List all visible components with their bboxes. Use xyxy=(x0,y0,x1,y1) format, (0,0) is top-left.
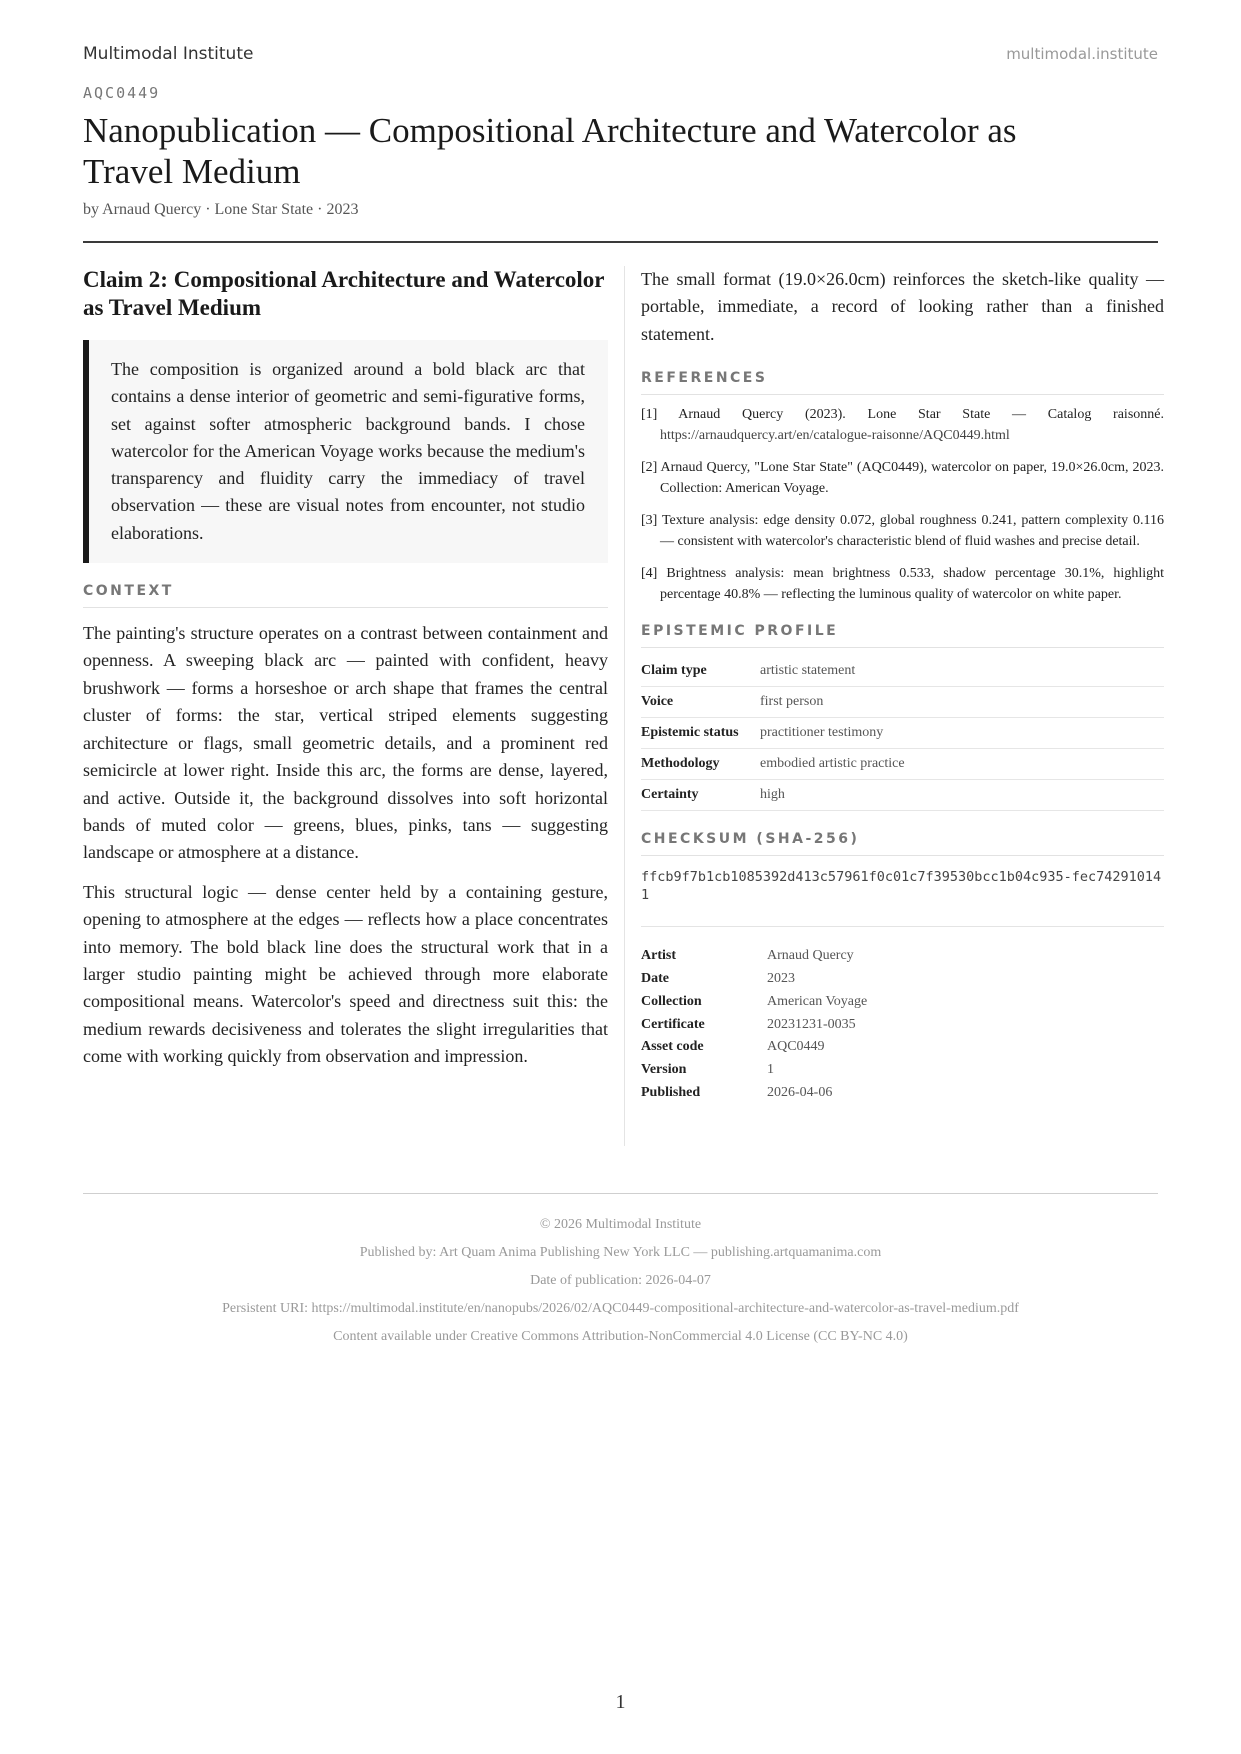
column-divider xyxy=(624,266,625,1146)
profile-row xyxy=(641,780,1164,811)
metadata-key: Date xyxy=(641,971,669,987)
metadata-row xyxy=(641,1014,1164,1037)
profile-key: Voice xyxy=(641,687,760,718)
profile-row xyxy=(641,687,1164,718)
references-heading: REFERENCES xyxy=(641,370,1164,395)
claim-title: Claim 2: Compositional Architecture and Watercolor as Travel Medium xyxy=(83,267,605,320)
profile-value: first person xyxy=(760,687,1164,718)
context-paragraph: This structural logic — dense center held by a containing gesture, opening to atmosphere at the edges — reflects how a place concentrates into memory. The bold black line does the structural work that in a larger studio painting might be achieved through more elaborate compositional means. Watercolor's speed and directness suit this: the medium rewards decisiveness and tolerates the slight irregularities that come with working quickly from observation and impression. xyxy=(83,881,608,1067)
profile-key: Certainty xyxy=(641,780,760,811)
page-number: 1 xyxy=(615,1691,626,1713)
metadata-value: 2026-04-06 xyxy=(767,1085,833,1100)
profile-value: high xyxy=(760,780,1164,811)
checksum-value: ffcb9f7b1cb1085392d413c57961f0c01c7f39530bcc1b04c935-fec742910141 xyxy=(641,868,1164,927)
metadata-key: Asset code xyxy=(641,1039,704,1055)
metadata-key: Certificate xyxy=(641,1016,705,1032)
reference-item xyxy=(641,405,1164,446)
footer-copyright: © 2026 Multimodal Institute xyxy=(539,1217,702,1232)
page-footer xyxy=(83,1211,1158,1351)
metadata-value: AQC0449 xyxy=(767,1039,825,1055)
profile-value: embodied artistic practice xyxy=(760,749,1164,780)
context-continued-paragraph: The small format (19.0×26.0cm) reinforces the sketch-like quality — portable, immediate, a record of looking rather than a finished statement. xyxy=(641,269,1164,344)
references-list xyxy=(641,405,1164,605)
metadata-key: Artist xyxy=(641,948,676,964)
footer-persistent-uri: Persistent URI: https://multimodal.institute/en/nanopubs/2026/02/AQC0449-compositional-architecture-and-watercolor-as-travel-medium.pdf xyxy=(222,1301,1019,1316)
metadata-row xyxy=(641,968,1164,991)
reference-text: [3] Texture analysis: edge density 0.072, global roughness 0.241, pattern complexity 0.116 — consistent with watercolor's characteristic blend of fluid washes and precise detail. xyxy=(641,513,1164,549)
page-header xyxy=(83,44,1158,64)
reference-item xyxy=(641,511,1164,552)
asset-code: AQC0449 xyxy=(83,84,161,102)
footer-publisher: Published by: Art Quam Anima Publishing New York LLC — publishing.artquamanima.com xyxy=(359,1245,882,1260)
profile-row xyxy=(641,656,1164,687)
metadata-row xyxy=(641,1059,1164,1082)
right-column xyxy=(641,266,1164,1105)
metadata-key: Published xyxy=(641,1085,701,1100)
site-domain: multimodal.institute xyxy=(1006,45,1158,63)
page-title: Nanopublication — Compositional Architecture and Watercolor as Travel Medium xyxy=(83,111,1017,191)
metadata-row xyxy=(641,945,1164,968)
metadata-value: Arnaud Quercy xyxy=(767,948,854,964)
profile-key: Claim type xyxy=(641,656,760,687)
claim-quote: The composition is organized around a bold black arc that contains a dense interior of geometric and semi-figurative forms, set against softer atmospheric background bands. I chose watercolor for the American Voyage works because the medium's transparency and fluidity carry the immediacy of travel observation — these are visual notes from encounter, not studio elaborations. xyxy=(83,340,608,563)
metadata-value: 20231231-0035 xyxy=(767,1016,856,1032)
metadata-key: Version xyxy=(641,1062,687,1078)
reference-text: [1] Arnaud Quercy (2023). Lone Star State — Catalog raisonné. xyxy=(641,407,1164,423)
metadata-list xyxy=(641,945,1164,1105)
checksum-heading: CHECKSUM (SHA-256) xyxy=(641,831,1164,856)
metadata-value: 2023 xyxy=(767,971,795,987)
reference-item xyxy=(641,564,1164,605)
metadata-row xyxy=(641,1082,1164,1105)
epistemic-profile-heading: EPISTEMIC PROFILE xyxy=(641,623,1164,648)
header-divider xyxy=(83,241,1158,243)
reference-text: [4] Brightness analysis: mean brightness 0.533, shadow percentage 30.1%, highlight percentage 40.8% — reflecting the luminous quality of watercolor on white paper. xyxy=(641,566,1164,602)
reference-link[interactable]: https://arnaudquercy.art/en/catalogue-raisonne/AQC0449.html xyxy=(660,427,1010,443)
byline: by Arnaud Quercy · Lone Star State · 2023 xyxy=(83,201,359,218)
footer-publication-date: Date of publication: 2026-04-07 xyxy=(530,1273,711,1288)
epistemic-profile-table xyxy=(641,656,1164,811)
metadata-key: Collection xyxy=(641,993,702,1009)
reference-text: [2] Arnaud Quercy, "Lone Star State" (AQC0449), watercolor on paper, 19.0×26.0cm, 2023. Collection: American Voyage. xyxy=(641,460,1164,496)
metadata-row xyxy=(641,991,1164,1014)
metadata-row xyxy=(641,1036,1164,1059)
profile-row xyxy=(641,749,1164,780)
context-paragraph: The painting's structure operates on a contrast between containment and openness. A sweeping black arc — painted with confident, heavy brushwork — forms a horseshoe or arch shape that frames the central cluster of forms: the star, vertical striped elements suggesting architecture or flags, small geometric details, and a prominent red semicircle at lower right. Inside this arc, the forms are dense, layered, and active. Outside it, the background dissolves into soft horizontal bands of muted color — greens, blues, pinks, tans — suggesting landscape or atmosphere at a distance. xyxy=(83,623,608,863)
metadata-value: 1 xyxy=(767,1062,774,1078)
context-heading: CONTEXT xyxy=(83,583,608,608)
profile-row xyxy=(641,718,1164,749)
profile-value: practitioner testimony xyxy=(760,718,1164,749)
metadata-value: American Voyage xyxy=(767,993,868,1009)
footer-divider xyxy=(83,1193,1158,1194)
reference-item xyxy=(641,458,1164,499)
left-column xyxy=(83,266,608,1071)
footer-license: Content available under Creative Commons Attribution-NonCommercial 4.0 License (CC BY-NC 4.0) xyxy=(333,1329,908,1344)
profile-key: Epistemic status xyxy=(641,718,760,749)
profile-key: Methodology xyxy=(641,749,760,780)
profile-value: artistic statement xyxy=(760,656,1164,687)
organization-name: Multimodal Institute xyxy=(83,44,254,64)
